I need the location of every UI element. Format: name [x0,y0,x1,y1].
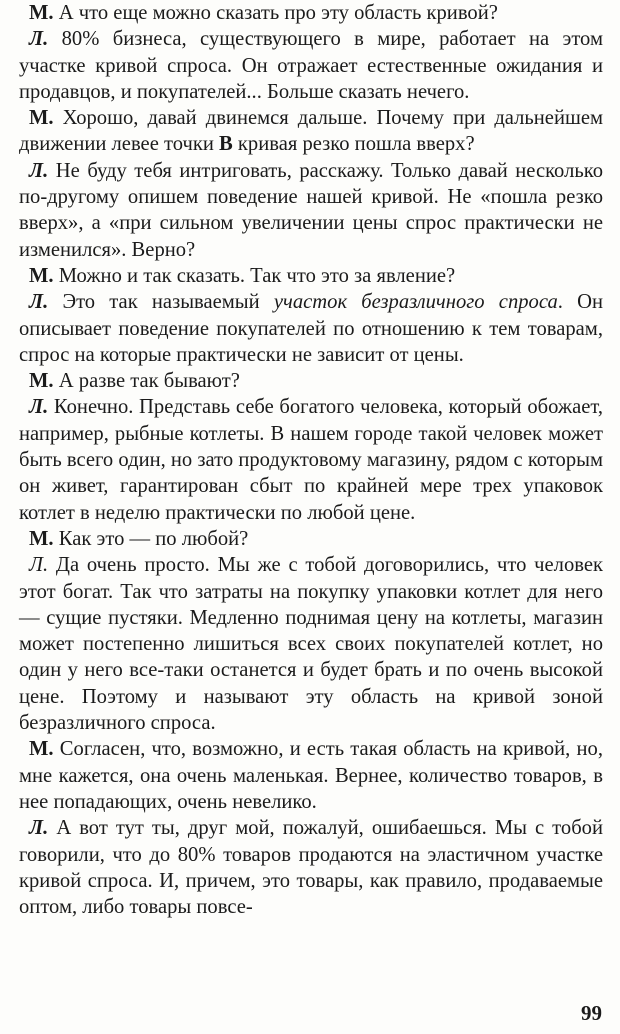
speaker-label: М. [29,527,54,550]
speaker-label: Л. [29,554,49,577]
dialogue-paragraph [19,263,603,289]
dialogue-paragraph [19,526,603,552]
speaker-label: М. [29,2,54,24]
emphasized-term: участок безразличного спроса [273,291,558,314]
paragraph-text: Это так называемый [62,291,274,314]
dialogue-paragraph [19,289,603,368]
speaker-label: Л. [29,159,49,182]
paragraph-text: Не буду тебя интриговать, расскажу. Только давай несколько по-другому опишем поведение нашей кривой. Не «пошла резко вверх», а «при сильном увеличении цены спрос практически не изменился». Верно? [19,159,603,261]
dialogue-paragraph [19,0,603,26]
speaker-label: М. [29,107,54,130]
dialogue-paragraph [19,158,603,263]
paragraph-text: . Он описывает поведение покупателей по отношению к тем товарам, спрос на которые практически не зависит от цены. [19,291,603,366]
book-page [19,0,603,920]
paragraph-text: Хорошо, давай двинемся дальше. Почему при дальнейшем движении левее точки [19,107,603,156]
dialogue-paragraph [19,105,603,158]
paragraph-text: А разве так бывают? [58,370,240,393]
dialogue-paragraph [19,394,603,525]
speaker-label: Л. [29,396,49,419]
speaker-label: Л. [29,28,49,51]
dialogue-paragraph [19,815,603,920]
paragraph-text: Можно и так сказать. Так что это за явление? [58,264,456,287]
speaker-label: М. [29,264,54,287]
paragraph-text: Как это — по любой? [58,527,249,550]
speaker-label: М. [29,738,54,761]
dialogue-paragraph [19,736,603,815]
speaker-label: М. [29,370,54,393]
speaker-label: Л. [29,817,49,840]
paragraph-text: А вот тут ты, друг мой, пожалуй, ошибаешься. Мы с тобой говорили, что до 80% товаров продаются на эластичном участке кривой спроса. И, причем, это товары, как правило, продаваемые оптом, либо товары повсе- [19,817,603,919]
paragraph-text: Да очень просто. Мы же с тобой договорились, что человек этот богат. Так что затраты на покупку упаковки котлет для него — сущие пустяки. Медленно поднимая цену на котлеты, магазин может постепенно лишиться всех своих покупателей котлет, но один у него все-таки останется и будет брать и по очень высокой цене. Поэтому и называют эту область на кривой зоной безразличного спроса. [19,554,604,735]
paragraph-text: Конечно. Представь себе богатого человека, который обожает, например, рыбные котлеты. В нашем городе такой человек может быть всего один, но зато продуктовому магазину, рядом с которым он живет, гарантирован сбыт по крайней мере трех упаковок котлет в неделю практически по любой цене. [19,396,603,524]
dialogue-paragraph [19,368,603,394]
dialogue-paragraph [19,552,603,736]
paragraph-text: А что еще можно сказать про эту область кривой? [58,2,498,24]
page-number: 99 [581,1001,602,1025]
paragraph-text: кривая резко пошла вверх? [232,133,475,156]
point-label: В [219,133,233,156]
speaker-label: Л. [29,291,49,314]
paragraph-text: 80% бизнеса, существующего в мире, работает на этом участке кривой спроса. Он отражает естественные ожидания и продавцов, и покупателей... Больше сказать нечего. [19,28,603,103]
dialogue-paragraph [19,26,603,105]
paragraph-text: Согласен, что, возможно, и есть такая область на кривой, но, мне кажется, она очень маленькая. Вернее, количество товаров, в нее попадающих, очень невелико. [19,738,603,813]
